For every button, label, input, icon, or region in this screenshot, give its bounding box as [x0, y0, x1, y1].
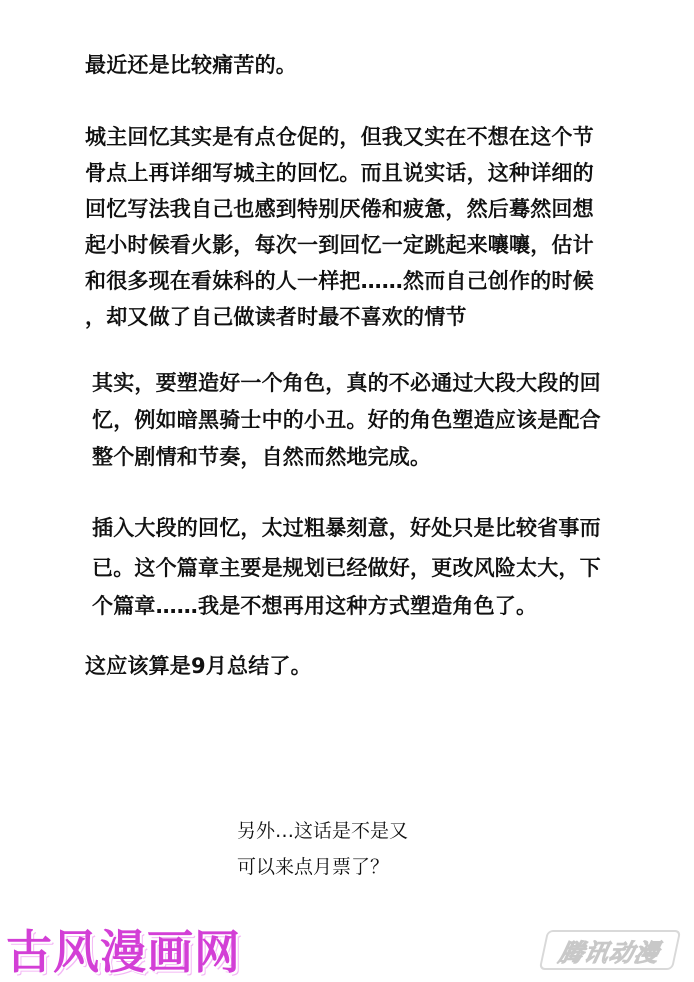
closing-line-1: 另外…这话是不是又: [237, 820, 409, 842]
paragraph-1-line-1: 最近还是比较痛苦的。: [85, 53, 297, 77]
paragraph-2-line-4: 起小时候看火影，每次一到回忆一定跳起来嚷嚷，估计: [85, 233, 594, 257]
paragraph-2-line-6: ，却又做了自己做读者时最不喜欢的情节: [85, 305, 467, 329]
watermark-logo-left: 古风漫画网: [6, 925, 241, 979]
paragraph-2-line-1: 城主回忆其实是有点仓促的，但我又实在不想在这个节: [85, 125, 594, 149]
paragraph-2-line-3: 回忆写法我自己也感到特别厌倦和疲惫，然后蓦然回想: [85, 197, 594, 221]
paragraph-4-line-1: 插入大段的回忆，太过粗暴刻意，好处只是比较省事而: [92, 516, 601, 540]
paragraph-3-line-1: 其实，要塑造好一个角色，真的不必通过大段大段的回: [92, 371, 601, 395]
paragraph-2-line-5: 和很多现在看妹科的人一样把……然而自己创作的时候: [85, 269, 594, 293]
paragraph-5-line-1: 这应该算是9月总结了。: [85, 654, 312, 678]
paragraph-4-line-2: 已。这个篇章主要是规划已经做好，更改风险太大，下: [92, 556, 601, 580]
paragraph-2-line-2: 骨点上再详细写城主的回忆。而且说实话，这种详细的: [85, 161, 594, 185]
paragraph-3-line-3: 整个剧情和节奏，自然而然地完成。: [92, 445, 432, 469]
paragraph-3-line-2: 忆，例如暗黑骑士中的小丑。好的角色塑造应该是配合: [92, 408, 601, 432]
watermark-logo-right: [539, 930, 682, 970]
paragraph-4-line-3: 个篇章……我是不想再用这种方式塑造角色了。: [92, 594, 538, 618]
closing-line-2: 可以来点月票了？: [237, 856, 390, 878]
watermark-logo-right-text: 腾讯动漫: [556, 938, 663, 967]
